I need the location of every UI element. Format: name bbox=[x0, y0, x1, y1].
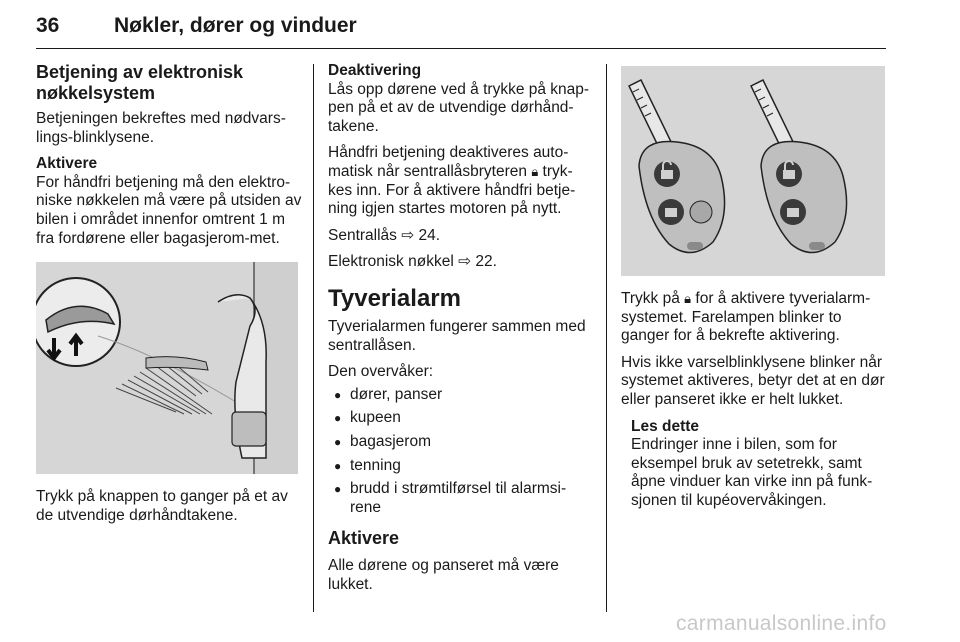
lock-icon: 🔒︎ bbox=[531, 163, 539, 179]
header-rule bbox=[36, 48, 886, 49]
alarm-intro: Tyverialarmen fungerer sammen med sentrallåsen. bbox=[328, 317, 586, 354]
activate-text: For håndfri betjening må den elektro-niske nøkkelen må være på utsiden av bilen i området innenfor omtrent 1 m fra fordørene eller bagasjerom-met. bbox=[36, 173, 302, 247]
remote-key-illustration bbox=[621, 66, 885, 276]
alarm-activate-text: Alle dørene og panseret må være lukket. bbox=[328, 557, 559, 593]
page-header bbox=[36, 14, 886, 48]
column-2 bbox=[328, 62, 594, 602]
list-item: ● brudd i strømtilførsel til alarmsi-rene bbox=[328, 480, 594, 517]
monitor-list bbox=[328, 386, 594, 518]
list-item: ● dører, panser bbox=[328, 386, 594, 405]
monitors-label: Den overvåker: bbox=[328, 363, 434, 381]
column-3 bbox=[621, 66, 887, 519]
activate-heading: Aktivere bbox=[36, 155, 98, 173]
chapter-title: Nøkler, dører og vinduer bbox=[114, 14, 357, 37]
page-number: 36 bbox=[36, 14, 60, 37]
handsfree-text: Håndfri betjening deaktiveres auto-matisk når sentrallåsbryteren 🔒︎ tryk-kes inn. For å aktivere håndfri betje-ning igjen startes motoren på nytt. bbox=[328, 144, 576, 218]
page-reference-arrow-icon: ⇨ bbox=[458, 253, 472, 271]
alarm-activate-heading: Aktivere bbox=[328, 528, 400, 549]
section-heading: Betjening av elektronisk nøkkelsystem bbox=[36, 62, 244, 103]
page-reference-arrow-icon: ⇨ bbox=[401, 226, 415, 244]
illustration-caption: Trykk på knappen to ganger på et av de utvendige dørhåndtakene. bbox=[36, 488, 288, 524]
note-box bbox=[621, 418, 887, 511]
no-blink-text: Hvis ikke varselblinklysene blinker når systemet aktiveres, betyr det at en dør eller panseret ikke er helt lukket. bbox=[621, 353, 885, 408]
reference-central-locking: Sentrallås ⇨ 24. bbox=[328, 226, 441, 244]
watermark: carmanualsonline.info bbox=[676, 612, 887, 635]
note-text: Endringer inne i bilen, som for eksempel bruk av setetrekk, samt åpne vinduer kan virke inn på funk-sjonen til kupéovervåkingen. bbox=[631, 436, 873, 509]
lock-icon: 🔒︎ bbox=[684, 291, 692, 306]
alarm-heading: Tyverialarm bbox=[328, 284, 461, 312]
note-heading: Les dette bbox=[631, 417, 700, 435]
list-item: ● bagasjerom bbox=[328, 433, 594, 452]
column-divider-2 bbox=[606, 64, 607, 612]
reference-electronic-key: Elektronisk nøkkel ⇨ 22. bbox=[328, 253, 497, 271]
column-divider-1 bbox=[313, 64, 314, 612]
door-handle-illustration bbox=[36, 262, 298, 474]
list-item: ● tenning bbox=[328, 457, 594, 476]
intro-text: Betjeningen bekreftes med nødvars-lings-blinklysene. bbox=[36, 110, 286, 146]
deactivate-text: Lås opp dørene ved å trykke på knap-pen på et av de utvendige dørhånd-takene. bbox=[328, 80, 590, 135]
deactivate-heading: Deaktivering bbox=[328, 62, 422, 79]
column-1 bbox=[36, 62, 302, 533]
list-item: ● kupeen bbox=[328, 409, 594, 428]
press-lock-text: Trykk på 🔒︎ for å aktivere tyverialarm-systemet. Farelampen blinker to ganger for å bekrefte aktivering. bbox=[621, 290, 871, 345]
